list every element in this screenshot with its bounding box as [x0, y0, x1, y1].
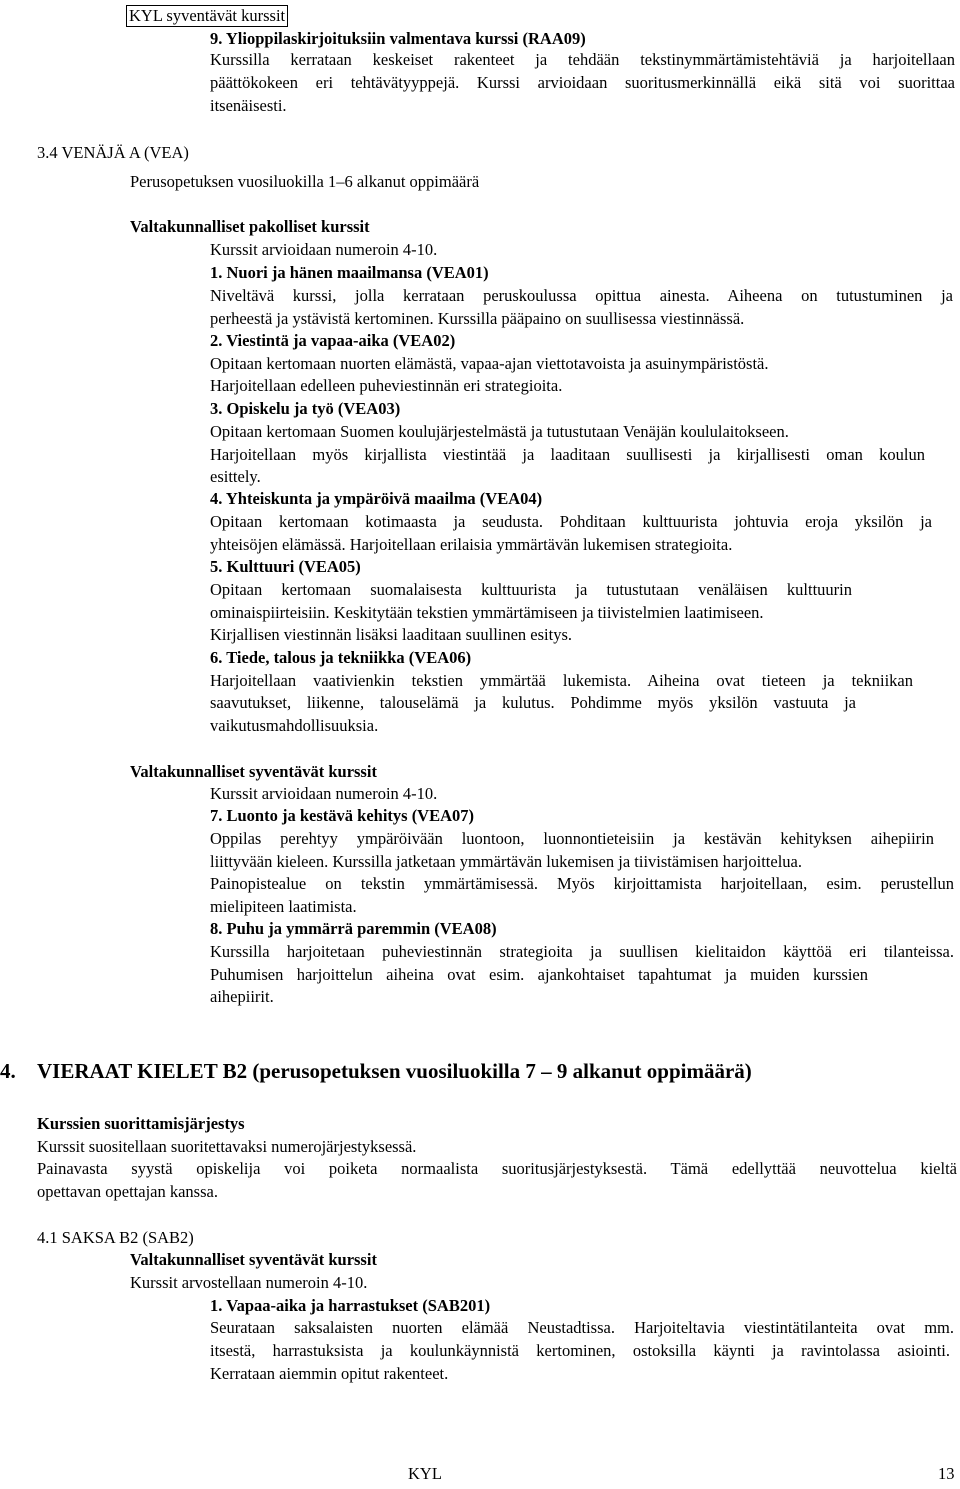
course-text-line: Niveltävä kurssi, jolla kerrataan peruskoulussa opittua ainesta. Aiheena on tutustuminen ja — [210, 286, 953, 305]
course-title: 6. Tiede, talous ja tekniikka (VEA06) — [210, 648, 472, 667]
course-text-line: itsestä, harrastuksista ja koulunkäynnistä kertominen, ostoksilla käynti ja ravintolassa asiointi. — [210, 1341, 950, 1360]
courses-group-heading: Valtakunnalliset pakolliset kurssit — [130, 217, 370, 236]
course-text-line: Opitaan kertomaan nuorten elämästä, vapaa-ajan viettotavoista ja asuinympäristöstä. — [210, 354, 769, 373]
body-text-line: Painavasta syystä opiskelija voi poiketa normaalista suoritusjärjestyksestä. Tämä edellyttää neuvottelua kieltä — [37, 1159, 957, 1178]
course-text-line: vaikutusmahdollisuuksia. — [210, 716, 379, 735]
course-text-line: Oppilas perehtyy ympäröivään luontoon, luonnontieteisiin ja kestävän kehityksen aihepiirin — [210, 829, 934, 848]
course-text-line: esittely. — [210, 467, 261, 486]
section-subheading: Perusopetuksen vuosiluokilla 1–6 alkanut oppimäärä — [130, 172, 480, 191]
course-text-line: Kirjallisen viestinnän lisäksi laaditaan suullinen esitys. — [210, 625, 573, 644]
footer-label: KYL — [408, 1464, 442, 1483]
chapter-number: 4. — [0, 1059, 16, 1083]
course-text-line: Kurssilla harjoitetaan puheviestinnän strategioita ja suullisen kielitaidon käyttöä eri tilanteissa. — [210, 942, 954, 961]
body-text-line: opettavan opettajan kanssa. — [37, 1182, 218, 1201]
courses-group-heading: Valtakunnalliset syventävät kurssit — [130, 1250, 377, 1269]
course-text-line: saavutukset, liikenne, talouselämä ja kulutus. Pohdimme myös yksilön vastuuta ja — [210, 693, 856, 712]
course-text-line: yhteisöjen elämässä. Harjoitellaan erilaisia ymmärtävän lukemisen strategioita. — [210, 535, 733, 554]
course-text-line: Harjoitellaan myös kirjallista viestintää ja laaditaan suullisesti ja kirjallisesti oman koulun — [210, 445, 925, 464]
course-text-line: perheestä ja ystävistä kertominen. Kurssilla pääpaino on suullisessa viestinnässä. — [210, 309, 745, 328]
course-title: 3. Opiskelu ja työ (VEA03) — [210, 399, 401, 418]
body-text-line: Kurssit suositellaan suoritettavaksi numerojärjestyksessä. — [37, 1137, 417, 1156]
section-tag: KYL syventävät kurssit — [126, 5, 288, 27]
grading-note: Kurssit arvostellaan numeroin 4-10. — [130, 1273, 368, 1292]
course-text-line: Painopistealue on tekstin ymmärtämisessä. Myös kirjoittamista harjoitellaan, esim. perustellun — [210, 874, 954, 893]
course-text-line: päättökokeen eri tehtävätyyppejä. Kurssi arvioidaan suoritusmerkinnällä eikä sitä voi suorittaa — [210, 73, 955, 92]
course-title: 1. Nuori ja hänen maailmansa (VEA01) — [210, 263, 489, 282]
course-text-line: Puhumisen harjoittelun aiheina ovat esim. ajankohtaiset tapahtumat ja muiden kurssien — [210, 965, 868, 984]
section-heading: 3.4 VENÄJÄ A (VEA) — [37, 143, 189, 162]
course-text-line: Kerrataan aiemmin opitut rakenteet. — [210, 1364, 449, 1383]
course-text-line: Opitaan kertomaan Suomen koulujärjestelmästä ja tutustutaan Venäjän koululaitokseen. — [210, 422, 789, 441]
course-text-line: Kurssilla kerrataan keskeiset rakenteet ja tehdään tekstinymmärtämistehtäviä ja harjoitellaan — [210, 50, 955, 69]
course-text-line: itsenäisesti. — [210, 96, 287, 115]
course-title: 1. Vapaa-aika ja harrastukset (SAB201) — [210, 1296, 491, 1315]
courses-group-heading: Valtakunnalliset syventävät kurssit — [130, 762, 377, 781]
course-title: 2. Viestintä ja vapaa-aika (VEA02) — [210, 331, 456, 350]
subsection-heading: Kurssien suorittamisjärjestys — [37, 1114, 245, 1133]
course-title: 7. Luonto ja kestävä kehitys (VEA07) — [210, 806, 475, 825]
course-text-line: Seurataan saksalaisten nuorten elämää Neustadtissa. Harjoiteltavia viestintätilanteita ovat mm. — [210, 1318, 954, 1337]
course-title: 9. Ylioppilaskirjoituksiin valmentava kurssi (RAA09) — [210, 29, 586, 48]
course-text-line: Opitaan kertomaan suomalaisesta kulttuurista ja tutustutaan venäläisen kulttuurin — [210, 580, 852, 599]
course-text-line: Opitaan kertomaan kotimaasta ja seudusta. Pohditaan kulttuurista johtuvia eroja yksilön ja — [210, 512, 932, 531]
section-heading: 4.1 SAKSA B2 (SAB2) — [37, 1228, 194, 1247]
course-title: 8. Puhu ja ymmärrä paremmin (VEA08) — [210, 919, 497, 938]
grading-note: Kurssit arvioidaan numeroin 4-10. — [210, 240, 438, 259]
course-text-line: liittyvään kieleen. Kurssilla jatketaan ymmärtävän lukemisen ja tiivistämisen harjoittelua. — [210, 852, 802, 871]
course-text-line: mielipiteen laatimista. — [210, 897, 357, 916]
course-title: 5. Kulttuuri (VEA05) — [210, 557, 361, 576]
chapter-heading: VIERAAT KIELET B2 (perusopetuksen vuosiluokilla 7 – 9 alkanut oppimäärä) — [37, 1059, 752, 1083]
course-text-line: aihepiirit. — [210, 987, 274, 1006]
course-title: 4. Yhteiskunta ja ympäröivä maailma (VEA04) — [210, 489, 543, 508]
course-text-line: ominaispiirteisiin. Keskitytään tekstien ymmärtämiseen ja tiivistelmien laatimiseen. — [210, 603, 764, 622]
course-text-line: Harjoitellaan vaativienkin tekstien ymmärtää lukemista. Aiheina ovat tieteen ja tekniikan — [210, 671, 913, 690]
course-text-line: Harjoitellaan edelleen puheviestinnän eri strategioita. — [210, 376, 563, 395]
grading-note: Kurssit arvioidaan numeroin 4-10. — [210, 784, 438, 803]
page-number: 13 — [938, 1464, 955, 1483]
